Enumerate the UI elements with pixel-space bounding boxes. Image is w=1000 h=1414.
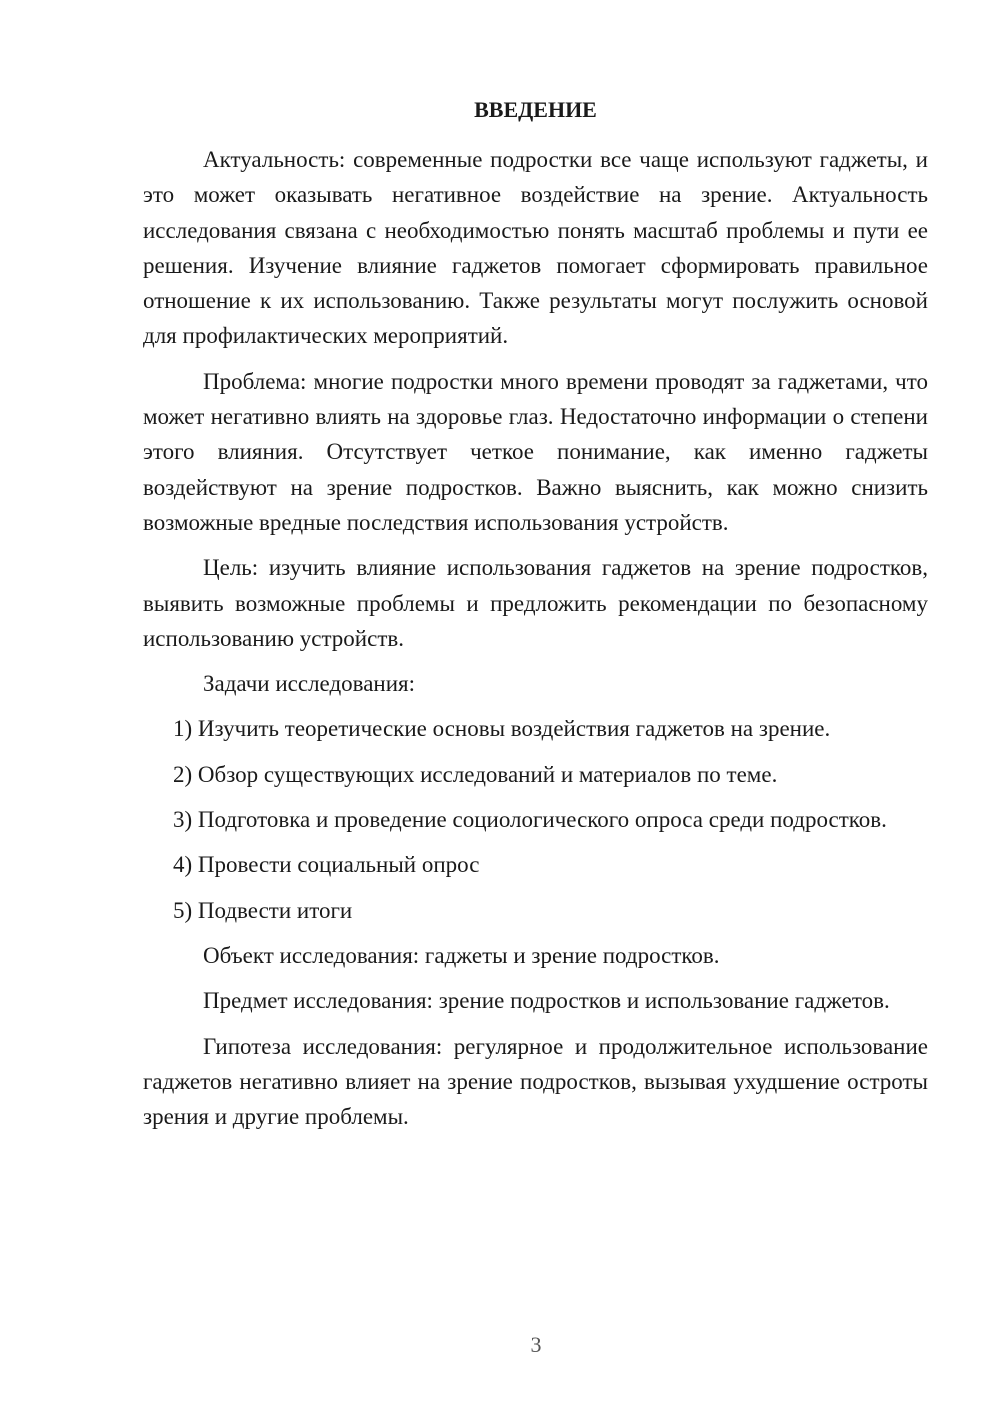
task-item-4: 4) Провести социальный опрос (173, 852, 480, 878)
task-item-2: 2) Обзор существующих исследований и материалов по теме. (173, 761, 778, 787)
document-page (143, 92, 928, 1144)
section-heading: ВВЕДЕНИЕ (474, 97, 597, 122)
task-item-5: 5) Подвести итоги (173, 897, 353, 923)
paragraph-object: Объект исследования: гаджеты и зрение подростков. (203, 942, 720, 968)
paragraph-hypothesis: Гипотеза исследования: регулярное и продолжительное использование гаджетов негативно влияет на зрение подростков, вызывая ухудшение остроты зрения и другие проблемы. (143, 1033, 928, 1130)
paragraph-tasks-intro: Задачи исследования: (203, 671, 416, 697)
paragraph-relevance: Актуальность: современные подростки все чаще используют гаджеты, и это может оказывать негативное воздействие на зрение. Актуальность исследования связана с необходимостью понять масштаб проблемы и пути ее решения. Изучение влияние гаджетов помогает сформировать правильное отношение к их использованию. Также результаты могут послужить основой для профилактических мероприятий. (143, 147, 928, 349)
task-item-1: 1) Изучить теоретические основы воздействия гаджетов на зрение. (173, 716, 831, 742)
paragraph-subject: Предмет исследования: зрение подростков и использование гаджетов. (203, 988, 890, 1014)
paragraph-problem: Проблема: многие подростки много времени проводят за гаджетами, что может негативно влиять на здоровье глаз. Недостаточно информации о степени этого влияния. Отсутствует четкое понимание, как именно гаджеты воздействуют на зрение подростков. Важно выяснить, как можно снизить возможные вредные последствия использования устройств. (143, 368, 928, 535)
paragraph-goal: Цель: изучить влияние использования гаджетов на зрение подростков, выявить возможные проблемы и предложить рекомендации по безопасному использованию устройств. (143, 555, 928, 651)
page-number: 3 (530, 1332, 542, 1357)
task-item-3: 3) Подготовка и проведение социологического опроса среди подростков. (173, 807, 887, 833)
